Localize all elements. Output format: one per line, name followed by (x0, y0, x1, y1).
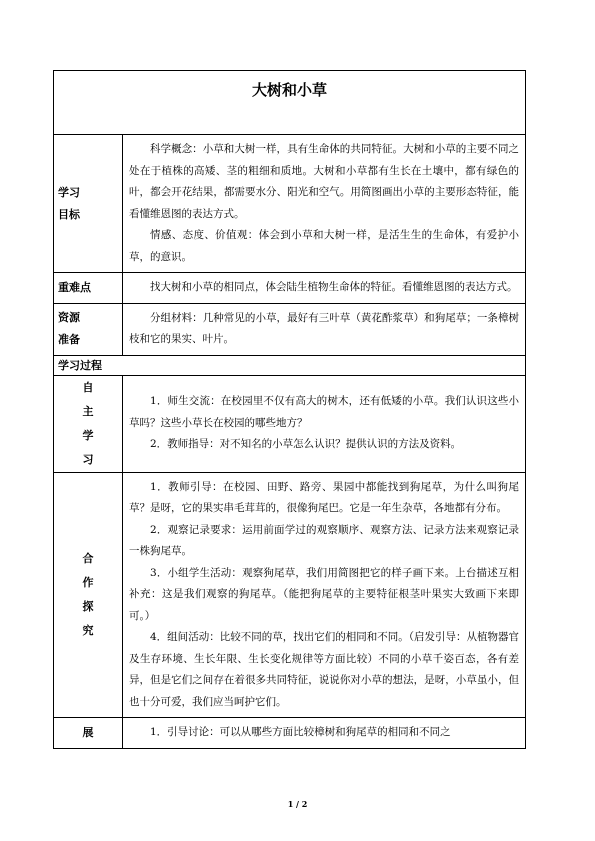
title-row (54, 71, 526, 135)
self-study-label-char-2: 主 (82, 404, 94, 418)
cooperative-content (123, 472, 526, 718)
process-header-row (54, 355, 526, 375)
cooperative-paragraph-4: 4．组间活动：比较不同的草，找出它们的相同和不同。（启发引导：从植物器官及生存环境、生长年限、生长变化规律等方面比较）不同的小草千姿百态，各有差异，但是它们之间存在着很多共同特征，说说你对小草的想法，是呀，小草虽小，但也十分可爱，我们应当呵护它们。 (129, 631, 520, 708)
goals-label-line-1: 学习 (58, 185, 80, 199)
cooperative-paragraph-3: 3．小组学生活动：观察狗尾草，我们用简图把它的样子画下来。上台描述互相补充：这是我们观察的狗尾草。（能把狗尾草的主要特征根茎叶果实大致画下来即可。） (129, 566, 520, 622)
key-points-label: 重难点 (54, 273, 123, 304)
resources-row (54, 303, 526, 355)
self-study-label-char-1: 自 (82, 380, 94, 394)
self-study-paragraph-2: 2．教师指导：对不知名的小草怎么认识？提供认识的方法及资料。 (150, 438, 462, 451)
extension-paragraph-1: 1．引导讨论：可以从哪些方面比较樟树和狗尾草的相同和不同之 (150, 726, 451, 738)
self-study-paragraph-1: 1．师生交流：在校园里不仅有高大的树木，还有低矮的小草。我们认识这些小草吗？这些小草长在校园的哪些地方？ (129, 395, 520, 429)
lesson-plan-table (53, 70, 526, 749)
key-points-content (123, 273, 526, 304)
self-study-row (54, 375, 526, 472)
resources-paragraph: 分组材料：几种常见的小草，最好有三叶草（黄花酢浆草）和狗尾草；一条樟树枝和它的果实、叶片。 (129, 311, 520, 345)
extension-label: 展 (54, 718, 123, 749)
resources-label-line-1: 资源 (58, 311, 80, 324)
cooperative-label-char-1: 合 (82, 551, 94, 565)
extension-content (123, 718, 526, 749)
cooperative-label-cell (54, 472, 123, 718)
cooperative-paragraph-2: 2．观察记录要求：运用前面学过的观察顺序、观察方法、记录方法来观察记录一株狗尾草。 (129, 523, 520, 557)
goals-row (54, 135, 526, 273)
page-title: 大树和小草 (252, 81, 328, 99)
goals-content (123, 135, 526, 273)
cooperative-row (54, 472, 526, 718)
self-study-label-cell (54, 375, 123, 472)
cooperative-label-char-4: 究 (82, 623, 94, 637)
self-study-content (123, 375, 526, 472)
goals-label-line-2: 目标 (58, 207, 80, 221)
key-points-row (54, 273, 526, 304)
goals-paragraph-1: 科学概念：小草和大树一样，具有生命体的共同特征。大树和小草的主要不同之处在于植株的高矮、茎的粗细和质地。大树和小草都有生长在土壤中，都有绿色的叶，都会开花结果，都需要水分、阳光和空气。用简图画出小草的主要形态特征，能看懂维恩图的表达方式。 (129, 143, 520, 220)
cooperative-label-char-3: 探 (82, 599, 94, 613)
self-study-label-char-4: 习 (82, 452, 94, 466)
process-header: 学习过程 (54, 355, 526, 375)
self-study-label-char-3: 学 (82, 428, 94, 442)
extension-row (54, 718, 526, 749)
resources-label-line-2: 准备 (58, 333, 80, 346)
goals-label-cell (54, 135, 123, 273)
resources-content (123, 303, 526, 355)
cooperative-paragraph-1: 1．教师引导：在校园、田野、路旁、果园中都能找到狗尾草，为什么叫狗尾草？是呀，它的果实串毛茸茸的，很像狗尾巴。它是一年生杂草，各地都有分布。 (129, 480, 520, 514)
cooperative-label-char-2: 作 (82, 575, 94, 589)
key-points-paragraph: 找大树和小草的相同点，体会陆生植物生命体的特征。看懂维恩图的表达方式。 (150, 281, 518, 293)
page-number: 1 / 2 (287, 799, 308, 809)
resources-label-cell (54, 303, 123, 355)
goals-paragraph-2: 情感、态度、价值观：体会到小草和大树一样，是活生生的生命体，有爱护小草，的意识。 (129, 229, 520, 263)
